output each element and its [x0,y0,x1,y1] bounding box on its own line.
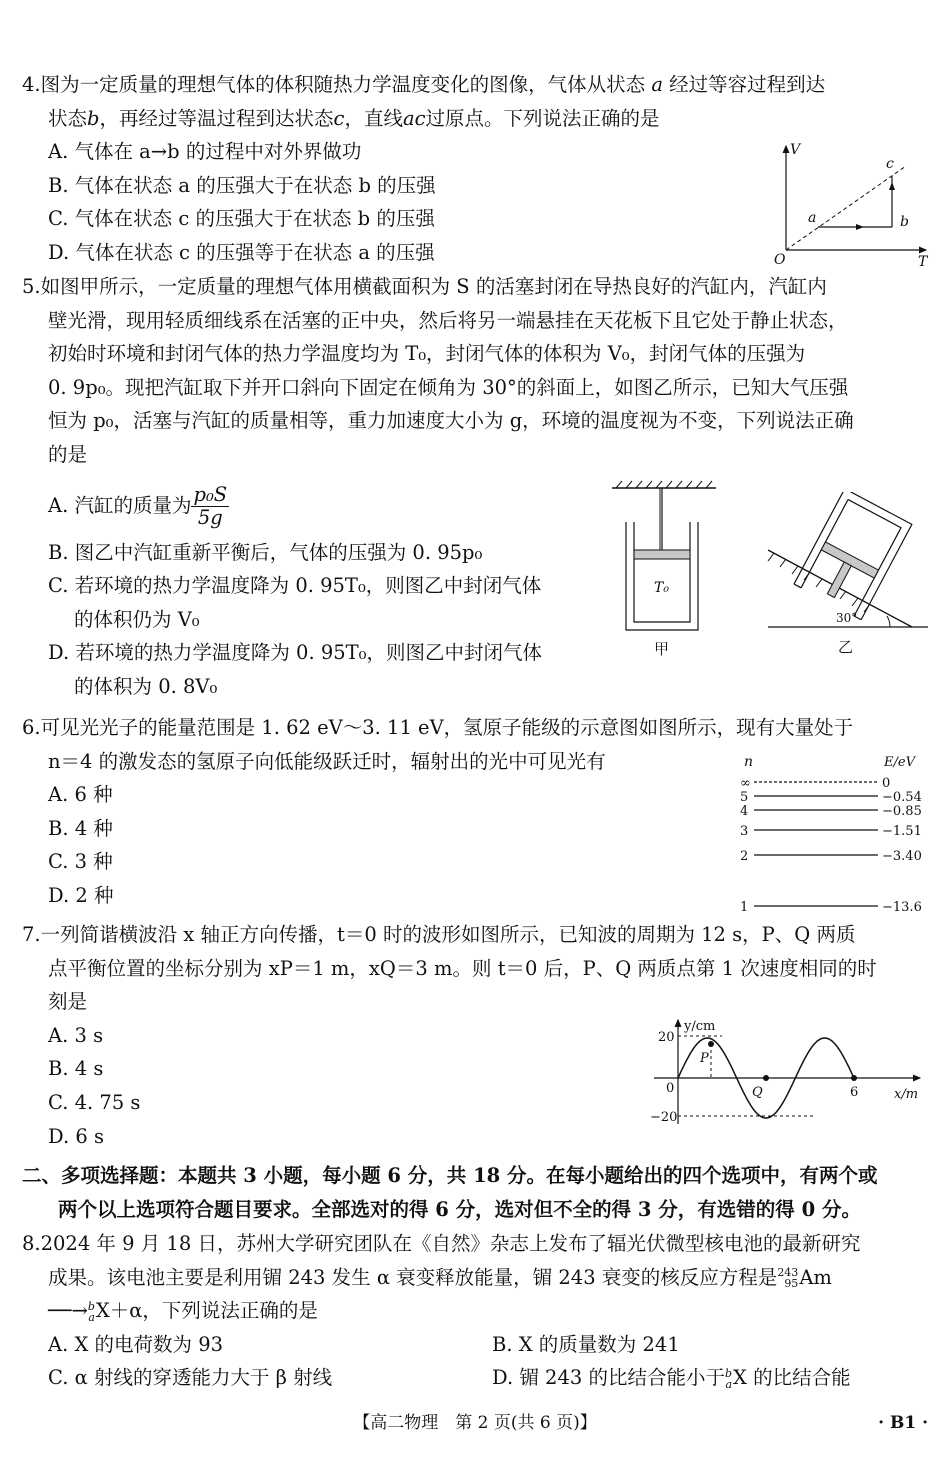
q8-option-c[interactable]: C. α 射线的穿透能力大于 β 射线 [48,1366,333,1390]
q7-option-c[interactable]: C. 4. 75 s [48,1090,141,1114]
x-nuclide-indices: b a [87,1299,95,1324]
x-axis-label: x/m [894,1087,919,1102]
q5-figure-yi [766,492,932,660]
arrow-b-c [889,182,895,190]
e-header: E/eV [884,755,915,770]
angle-arc [887,616,890,627]
energy-level-n: 2 [740,849,749,864]
q5-option-c-line1[interactable]: C. 若环境的热力学温度降为 0. 95T₀，则图乙中封闭气体 [48,574,542,598]
ym20-label: −20 [650,1110,678,1125]
q8-option-a[interactable]: A. X 的电荷数为 93 [48,1332,224,1356]
q5-option-d-line1[interactable]: D. 若环境的热力学温度降为 0. 95T₀，则图乙中封闭气体 [48,641,542,665]
energy-level-n: 4 [740,804,749,819]
q5-line4: 0. 9p₀。现把汽缸取下并开口斜向下固定在倾角为 30°的斜面上，如图乙所示，已知大气压强 [48,375,849,399]
q8-line2: 成果。该电池主要是利用镅 243 发生 α 衰变释放能量，镅 243 衰变的核反应方程是 243 95 Am [48,1265,832,1291]
q6-option-a[interactable]: A. 6 种 [48,783,113,807]
origin-label: O [774,252,786,268]
q4-option-a[interactable]: A. 气体在 a→b 的过程中对外界做功 [48,140,362,164]
q6-energy-levels [730,752,930,918]
am-nuclide-indices: 243 95 [777,1266,799,1291]
q8-line3: ──→ b a X＋α，下列说法正确的是 [48,1299,318,1324]
tilted-cylinder [794,492,912,620]
point-b-label: b [900,214,909,230]
y-axis-label: y/cm [684,1019,716,1034]
q5-option-b[interactable]: B. 图乙中汽缸重新平衡后，气体的压强为 0. 95p₀ [48,540,483,564]
y20-label: 20 [658,1030,675,1045]
q4-stem-line1: 4.图为一定质量的理想气体的体积随热力学温度变化的图像，气体从状态 a 经过等容过程到达 [22,73,826,96]
q5-line1: 5.如图甲所示，一定质量的理想气体用横截面积为 S 的活塞封闭在导热良好的汽缸内，汽缸内 [22,275,827,298]
q5-figure-jia [606,478,722,660]
q8-option-d[interactable]: D. 镅 243 的比结合能小于 b a X 的比结合能 [492,1366,851,1391]
level-group [740,776,922,915]
q5-option-a[interactable]: A. 汽缸的质量为 $\frac{\text{p₀S}}{5g}$ [48,482,228,529]
q5-option-c-line2[interactable]: 的体积仍为 V₀ [74,607,200,631]
t-label: T [918,254,928,270]
arrow-a-b [856,224,864,230]
angle-label: 30° [836,611,858,625]
q7-line2: 点平衡位置的坐标分别为 xP＝1 m，xQ＝3 m。则 t＝0 后，P、Q 两质点第 1 次速度相同的时 [48,956,877,980]
p-label: P [700,1051,709,1066]
q8-option-b[interactable]: B. X 的质量数为 241 [492,1332,680,1356]
energy-level-n: 3 [740,824,749,839]
q6-line1: 6.可见光光子的能量范围是 1. 62 eV～3. 11 eV，氢原子能级的示意图如图所示，现有大量处于 [22,716,854,739]
t0-label: T₀ [654,580,669,596]
q4-stem-line2: 状态b，再经过等温过程到达状态c，直线ac过原点。下列说法正确的是 [48,106,660,130]
q5-fraction: $\frac{\text{p₀S}}{5g}$ [193,482,228,529]
q5-line6: 的是 [48,442,88,466]
v-label: V [790,142,801,158]
footer-center: 【高二物理 第 2 页(共 6 页)】 [353,1413,597,1433]
page-footer [0,1407,950,1441]
origin-line [786,166,906,250]
yi-label: 乙 [838,638,854,656]
point-6 [851,1075,857,1081]
q6-option-b[interactable]: B. 4 种 [48,816,113,840]
section-2-header [22,1159,928,1226]
energy-level-n: ∞ [740,776,751,791]
energy-level-n: 1 [740,900,749,915]
ceiling-hatch [616,481,712,488]
energy-level-e: −13.6 [882,900,922,915]
q7-option-d[interactable]: D. 6 s [48,1124,104,1148]
x6-label: 6 [850,1085,859,1100]
q7-option-b[interactable]: B. 4 s [48,1057,104,1081]
q4-vt-graph [768,138,938,270]
origin-label: 0 [666,1081,675,1096]
q5-line5: 恒为 p₀，活塞与汽缸的质量相等，重力加速度大小为 g，环境的温度视为不变，下列说法正确 [48,409,854,433]
q7-option-a[interactable]: A. 3 s [48,1023,104,1047]
q7-wave-graph [646,1016,930,1128]
section-2-line1: 二、多项选择题：本题共 3 小题，每小题 6 分，共 18 分。在每小题给出的四个选项中，有两个或 [22,1164,878,1187]
piston [634,550,690,559]
q4-option-d[interactable]: D. 气体在状态 c 的压强等于在状态 a 的压强 [48,240,435,264]
point-q [763,1075,769,1081]
q6-option-d[interactable]: D. 2 种 [48,883,114,907]
q4-option-b[interactable]: B. 气体在状态 a 的压强大于在状态 b 的压强 [48,173,436,197]
x-nuclide-indices-d: b a [724,1366,732,1391]
q7-line3: 刻是 [48,990,88,1014]
q5-line2: 壁光滑，现用轻质细线系在活塞的正中央，然后将另一端悬挂在天花板下且它处于静止状态， [48,308,848,332]
energy-level-n: 5 [740,790,749,805]
energy-level-e: −0.85 [882,804,922,819]
q7-line1: 7.一列简谐横波沿 x 轴正方向传播，t＝0 时的波形如图所示，已知波的周期为 12 s，P、Q 两质 [22,923,856,946]
tilted-piston [821,542,878,578]
q8-line1: 8.2024 年 9 月 18 日，苏州大学研究团队在《自然》杂志上发布了辐光伏微型核电池的最新研究 [22,1232,861,1255]
energy-level-e: −1.51 [882,824,922,839]
energy-level-e: 0 [882,776,891,791]
footer-right: · B1 · [878,1413,928,1433]
jia-label: 甲 [654,640,670,658]
point-a-label: a [808,210,817,226]
q6-option-c[interactable]: C. 3 种 [48,850,113,874]
q4-option-c[interactable]: C. 气体在状态 c 的压强大于在状态 b 的压强 [48,207,435,231]
point-p [708,1041,714,1047]
question-8 [22,1227,928,1395]
q5-option-d-line2[interactable]: 的体积为 0. 8V₀ [74,674,218,698]
point-c-label: c [886,156,894,172]
energy-level-e: −3.40 [882,849,922,864]
section-2-line2: 两个以上选项符合题目要求。全部选对的得 6 分，选对但不全的得 3 分，有选错的得 0 分。 [58,1197,861,1221]
energy-level-e: −0.54 [882,790,922,805]
q8-options-row2 [22,1361,928,1395]
q8-options-row1 [22,1328,928,1362]
q5-line3: 初始时环境和封闭气体的热力学温度均为 T₀，封闭气体的体积为 V₀，封闭气体的压强为 [48,342,806,366]
q6-line2: n＝4 的激发态的氢原子向低能级跃迁时，辐射出的光中可见光有 [48,749,606,773]
cyl-outer [794,492,912,620]
q-label: Q [752,1085,763,1100]
n-header: n [744,754,754,770]
